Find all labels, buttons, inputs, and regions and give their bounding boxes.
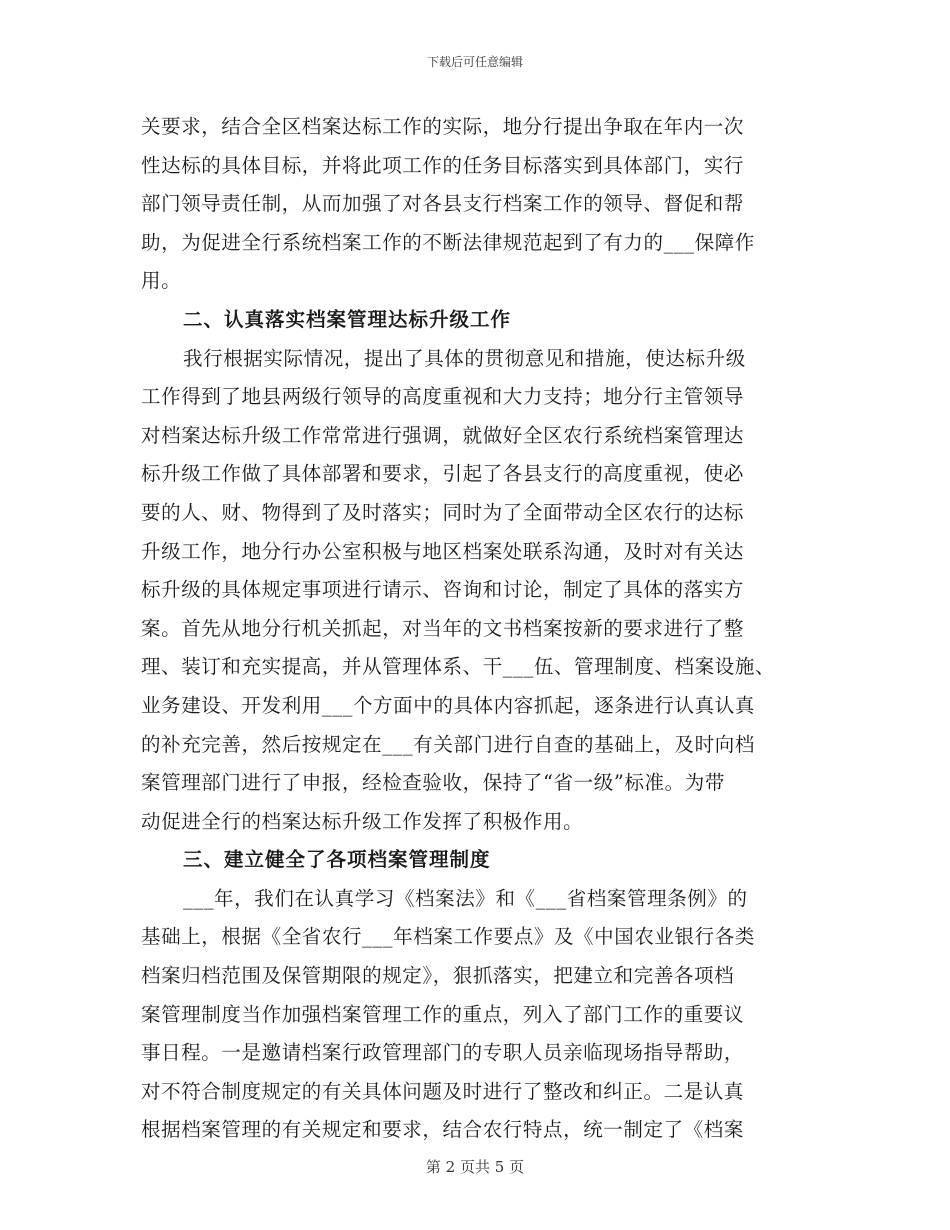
section-heading: 三、建立健全了各项档案管理制度: [183, 848, 491, 872]
paragraph-line: 用。: [141, 269, 182, 293]
page-header: 下载后可任意编辑: [426, 55, 523, 69]
paragraph-line: 标升级的具体规定事项进行请示、咨询和讨论，制定了具体的落实方: [141, 578, 745, 602]
paragraph-line: 升级工作，地分行办公室积极与地区档案处联系沟通，及时对有关达: [141, 539, 745, 563]
paragraph-line: 案管理部门进行了申报，经检查验收，保持了“省一级”标准。为带: [141, 771, 725, 795]
paragraph-line: 案。首先从地分行机关抓起，对当年的文书档案按新的要求进行了整: [141, 616, 745, 640]
paragraph-line: 案管理制度当作加强档案管理工作的重点，列入了部门工作的重要议: [141, 1002, 745, 1026]
paragraph-line: 业务建设、开发利用___个方面中的具体内容抓起，逐条进行认真认真: [141, 693, 755, 717]
paragraph-line: 关要求，结合全区档案达标工作的实际，地分行提出争取在年内一次: [141, 115, 745, 138]
paragraph-line: 的补充完善，然后按规定在___有关部门进行自查的基础上，及时向档: [141, 732, 755, 756]
section-heading: 二、认真落实档案管理达标升级工作: [183, 307, 512, 331]
document-body: [141, 108, 831, 1150]
paragraph-line: 部门领导责任制，从而加强了对各县支行档案工作的领导、督促和帮: [141, 192, 745, 216]
paragraph-line: 对档案达标升级工作常常进行强调，就做好全区农行系统档案管理达: [141, 423, 745, 447]
page-footer: 第 2 页共 5 页: [425, 1158, 525, 1176]
paragraph-line: ___年，我们在认真学习《档案法》和《___省档案管理条例》的: [183, 886, 748, 910]
paragraph-line: 要的人、财、物得到了及时落实；同时为了全面带动全区农行的达标: [141, 500, 745, 524]
paragraph-line: 理、装订和充实提高，并从管理体系、干___伍、管理制度、档案设施、: [141, 655, 776, 679]
paragraph-line: 对不符合制度规定的有关具体问题及时进行了整改和纠正。二是认真: [141, 1079, 745, 1103]
paragraph-line: 工作得到了地县两级行领导的高度重视和大力支持；地分行主管领导: [141, 385, 745, 409]
paragraph-line: 性达标的具体目标，并将此项工作的任务目标落实到具体部门，实行: [141, 153, 745, 177]
paragraph-line: 档案归档范围及保管期限的规定》，狠抓落实，把建立和完善各项档: [141, 964, 735, 988]
paragraph-line: 事日程。一是邀请档案行政管理部门的专职人员亲临现场指导帮助，: [141, 1041, 745, 1065]
paragraph-line: 标升级工作做了具体部署和要求，引起了各县支行的高度重视，使必: [141, 462, 745, 486]
paragraph-line: 助，为促进全行系统档案工作的不断法律规范起到了有力的___保障作: [141, 230, 755, 254]
paragraph-line: 根据档案管理的有关规定和要求，结合农行特点，统一制定了《档案: [141, 1118, 745, 1142]
paragraph-line: 基础上，根据《全省农行___年档案工作要点》及《中国农业银行各类: [141, 925, 755, 949]
paragraph-line: 动促进全行的档案达标升级工作发挥了积极作用。: [141, 809, 584, 833]
paragraph-line: 我行根据实际情况，提出了具体的贯彻意见和措施，使达标升级: [183, 346, 746, 370]
